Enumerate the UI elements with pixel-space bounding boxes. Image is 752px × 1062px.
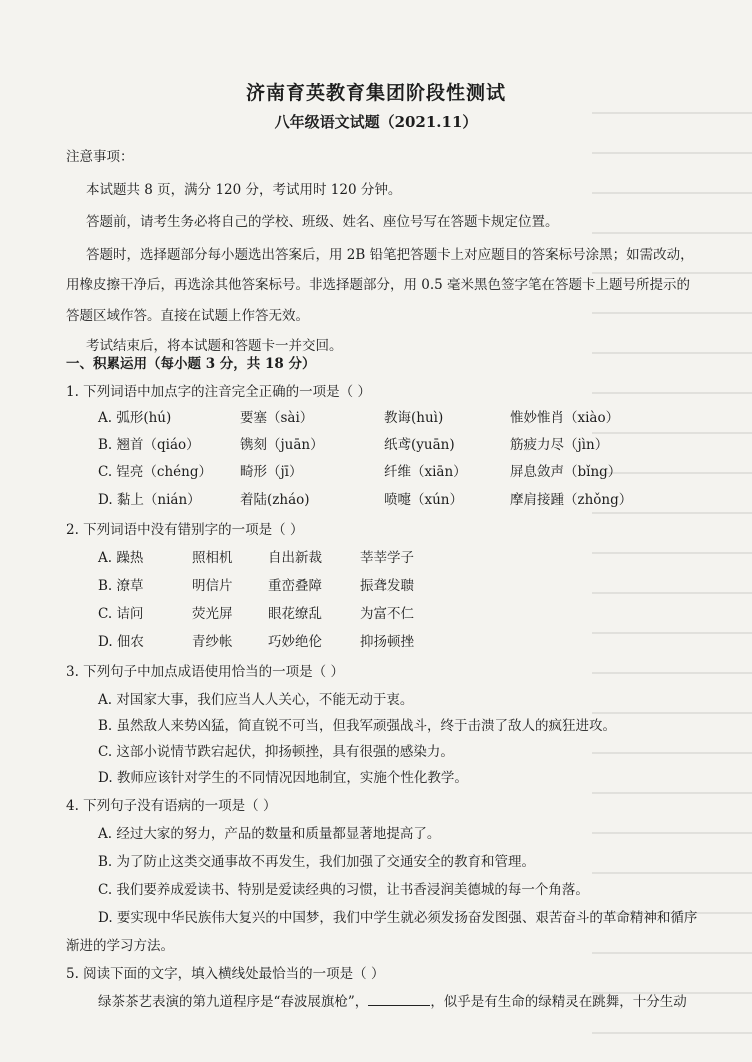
- q2-b-3: 重峦叠障: [268, 578, 322, 594]
- q2-c-4: 为富不仁: [360, 606, 414, 622]
- q1-a-1: A. 弧形(hú): [98, 410, 172, 426]
- q1-c-4: 屏息敛声（bǐng）: [510, 464, 622, 480]
- q2-d-1: D. 佃农: [98, 634, 144, 650]
- q4-stem: 4. 下列句子没有语病的一项是（ ）: [66, 798, 277, 814]
- exam-subtitle: 八年级语文试题（2021.11）: [274, 113, 478, 131]
- q5-blank: [368, 994, 430, 1006]
- q1-a-3: 教诲(huì): [384, 410, 444, 426]
- q2-c-3: 眼花缭乱: [268, 606, 322, 622]
- q1-b-2: 镌刻（juān）: [240, 437, 324, 453]
- q1-d-2: 着陆(zháo): [240, 492, 310, 508]
- q1-d-3: 喷嚏（xún）: [384, 492, 464, 508]
- exam-title: 济南育英教育集团阶段性测试: [245, 82, 506, 104]
- q1-c-2: 畸形（jī）: [240, 464, 303, 480]
- q1-d-4: 摩肩接踵（zhǒng）: [510, 492, 633, 508]
- q1-d-1: D. 黏上（nián）: [98, 492, 201, 508]
- q2-a-3: 自出新裁: [268, 550, 322, 566]
- q3-stem: 3. 下列句子中加点成语使用恰当的一项是（ ）: [66, 664, 344, 680]
- q3-option-d: D. 教师应该针对学生的不同情况因地制宜，实施个性化教学。: [98, 770, 468, 786]
- q2-b-2: 明信片: [192, 578, 233, 594]
- q2-a-2: 照相机: [192, 550, 233, 566]
- q3-option-a: A. 对国家大事，我们应当人人关心，不能无动于衷。: [98, 692, 414, 708]
- q2-c-1: C. 诘问: [98, 606, 144, 622]
- q2-a-1: A. 躁热: [98, 550, 144, 566]
- q2-d-2: 青纱帐: [192, 634, 233, 650]
- q1-b-1: B. 翘首（qiáo）: [98, 437, 200, 453]
- notes-paragraph-4: 考试结束后，将本试题和答题卡一并交回。: [86, 338, 343, 354]
- q1-a-2: 要塞（sài）: [240, 410, 314, 426]
- q1-b-3: 纸鸢(yuān): [384, 437, 455, 453]
- q2-d-4: 抑扬顿挫: [360, 634, 414, 650]
- q2-a-4: 莘莘学子: [360, 550, 414, 566]
- q1-stem: 1. 下列词语中加点字的注音完全正确的一项是（ ）: [66, 384, 371, 400]
- notes-paragraph-3b: 用橡皮擦干净后，再选涂其他答案标号。非选择题部分，用 0.5 毫米黑色签字笔在答题卡上题号所提示的: [66, 277, 691, 293]
- q4-option-c: C. 我们要养成爱读书、特别是爱读经典的习惯，让书香浸润美德城的每一个角落。: [98, 882, 589, 898]
- q4-option-d-continued: 渐进的学习方法。: [66, 938, 174, 954]
- notes-paragraph-3a: 答题时，选择题部分每小题选出答案后，用 2B 铅笔把答题卡上对应题目的答案标号涂黑；如需改动，: [86, 247, 694, 263]
- q2-stem: 2. 下列词语中没有错别字的一项是（ ）: [66, 522, 304, 538]
- q1-b-4: 筋疲力尽（jìn）: [510, 437, 609, 453]
- q1-a-4: 惟妙惟肖（xiào）: [510, 410, 620, 426]
- q5-passage-part-1: 绿茶茶艺表演的第九道程序是“春波展旗枪”，: [98, 994, 369, 1010]
- q4-option-a: A. 经过大家的努力，产品的数量和质量都显著地提高了。: [98, 826, 441, 842]
- q2-d-3: 巧妙绝伦: [268, 634, 322, 650]
- notes-paragraph-3c: 答题区域作答。直接在试题上作答无效。: [66, 308, 309, 324]
- q5-passage: [98, 990, 687, 1010]
- q2-c-2: 荧光屏: [192, 606, 233, 622]
- q3-option-c: C. 这部小说情节跌宕起伏，抑扬顿挫，具有很强的感染力。: [98, 744, 454, 760]
- q3-option-b: B. 虽然敌人来势凶猛，简直锐不可当，但我军顽强战斗，终于击溃了敌人的疯狂进攻。: [98, 718, 617, 734]
- q1-c-3: 纤维（xiān）: [384, 464, 467, 480]
- notes-paragraph-2: 答题前，请考生务必将自己的学校、班级、姓名、座位号写在答题卡规定位置。: [86, 214, 559, 230]
- q2-b-1: B. 潦草: [98, 578, 144, 594]
- q5-passage-part-2: ，似乎是有生命的绿精灵在跳舞，十分生动: [430, 994, 687, 1010]
- q4-option-d: D. 要实现中华民族伟大复兴的中国梦，我们中学生就必须发扬奋发图强、艰苦奋斗的革命精神和循序: [98, 910, 698, 926]
- notes-paragraph-1: 本试题共 8 页，满分 120 分，考试用时 120 分钟。: [86, 182, 402, 198]
- q5-stem: 5. 阅读下面的文字，填入横线处最恰当的一项是（ ）: [66, 966, 385, 982]
- q2-b-4: 振聋发聩: [360, 578, 414, 594]
- notes-heading: 注意事项：: [66, 149, 134, 165]
- q4-option-b: B. 为了防止这类交通事故不再发生，我们加强了交通安全的教育和管理。: [98, 854, 536, 870]
- q1-c-1: C. 锃亮（chéng）: [98, 464, 213, 480]
- section-1-heading: 一、积累运用（每小题 3 分，共 18 分）: [66, 356, 316, 372]
